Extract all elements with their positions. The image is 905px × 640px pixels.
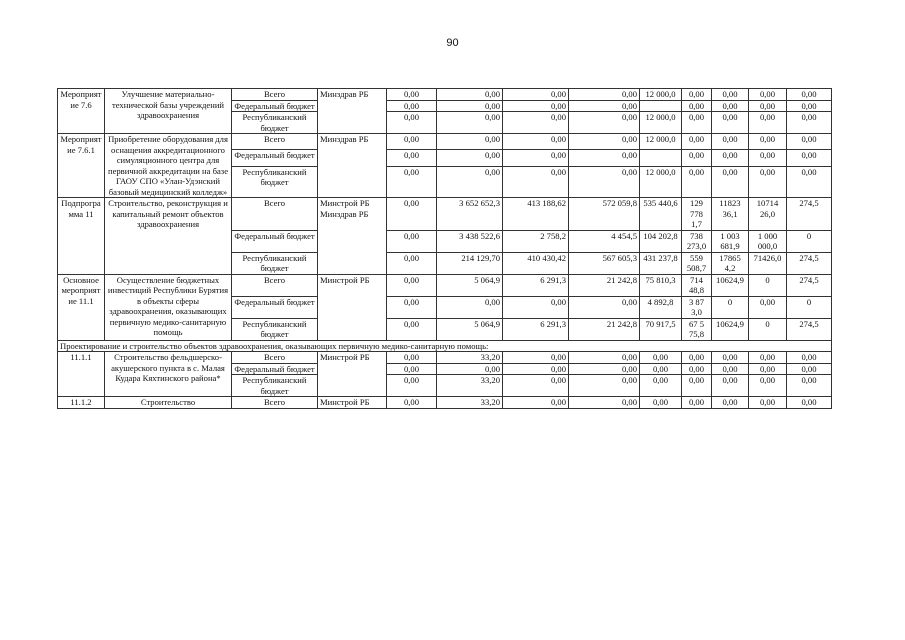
funding-source: Федеральный бюджет (232, 230, 318, 252)
table-row (58, 89, 832, 101)
value-cell: 0,00 (437, 134, 503, 150)
funding-source: Всего (232, 134, 318, 150)
value-cell: 0,00 (503, 134, 569, 150)
value-cell: 559 508,7 (682, 252, 712, 274)
value-cell: 0 (749, 318, 787, 340)
executor: Минстрой РБ (318, 397, 387, 409)
value-cell: 410 430,42 (503, 252, 569, 274)
value-cell: 0,00 (387, 375, 437, 397)
value-cell: 0,00 (569, 363, 640, 375)
value-cell: 0,00 (682, 150, 712, 166)
value-cell: 431 237,8 (640, 252, 682, 274)
value-cell: 0,00 (712, 89, 749, 101)
value-cell: 12 000,0 (640, 89, 682, 101)
value-cell: 67 5 75,8 (682, 318, 712, 340)
value-cell: 0 (787, 230, 832, 252)
funding-source: Республиканский бюджет (232, 166, 318, 197)
value-cell: 0,00 (787, 363, 832, 375)
value-cell: 0,00 (387, 100, 437, 112)
value-cell: 413 188,62 (503, 198, 569, 231)
value-cell: 274,5 (787, 274, 832, 296)
table-row (58, 134, 832, 150)
value-cell: 33,20 (437, 352, 503, 364)
value-cell: 10624,9 (712, 274, 749, 296)
value-cell: 0,00 (749, 352, 787, 364)
value-cell: 0,00 (712, 363, 749, 375)
value-cell: 0,00 (503, 100, 569, 112)
funding-source: Всего (232, 89, 318, 101)
value-cell: 0,00 (503, 166, 569, 197)
value-cell: 214 129,70 (437, 252, 503, 274)
value-cell: 0,00 (569, 100, 640, 112)
value-cell: 0,00 (749, 112, 787, 134)
value-cell: 3 652 652,3 (437, 198, 503, 231)
value-cell: 0,00 (749, 397, 787, 409)
value-cell: 0,00 (640, 375, 682, 397)
executor: Минздрав РБ (318, 134, 387, 198)
value-cell: 0,00 (437, 296, 503, 318)
value-cell: 0,00 (387, 134, 437, 150)
value-cell: 12 000,0 (640, 166, 682, 197)
value-cell: 0,00 (682, 166, 712, 197)
value-cell: 0,00 (682, 100, 712, 112)
value-cell: 70 917,5 (640, 318, 682, 340)
value-cell: 0,00 (503, 112, 569, 134)
section-header: Проектирование и строительство объектов здравоохранения, оказывающих первичную медико-санитарную помощь: (58, 340, 832, 352)
value-cell: 274,5 (787, 198, 832, 231)
value-cell: 0,00 (640, 397, 682, 409)
value-cell: 33,20 (437, 397, 503, 409)
value-cell: 0,00 (712, 375, 749, 397)
measure-name: Строительство (105, 397, 232, 409)
executor: Минстрой РБ (318, 352, 387, 397)
measure-code: Мероприятие 7.6.1 (58, 134, 105, 198)
value-cell: 0,00 (682, 89, 712, 101)
value-cell: 33,20 (437, 375, 503, 397)
measure-code: Подпрограмма 11 (58, 198, 105, 275)
value-cell: 0,00 (749, 363, 787, 375)
executor: Минстрой РБ Минздрав РБ (318, 198, 387, 275)
table-row (58, 198, 832, 231)
value-cell: 5 064,9 (437, 274, 503, 296)
value-cell: 0,00 (787, 89, 832, 101)
value-cell: 572 059,8 (569, 198, 640, 231)
value-cell: 0,00 (569, 112, 640, 134)
value-cell: 0,00 (749, 375, 787, 397)
value-cell: 0,00 (749, 100, 787, 112)
value-cell: 0,00 (387, 150, 437, 166)
value-cell: 0,00 (387, 318, 437, 340)
value-cell: 0,00 (503, 397, 569, 409)
value-cell: 0,00 (437, 100, 503, 112)
funding-source: Республиканский бюджет (232, 112, 318, 134)
value-cell: 0,00 (569, 296, 640, 318)
value-cell: 0,00 (712, 166, 749, 197)
value-cell: 0,00 (387, 89, 437, 101)
value-cell: 0,00 (437, 363, 503, 375)
measure-code: Основное мероприятие 11.1 (58, 274, 105, 340)
measure-name: Осуществление бюджетных инвестиций Республики Бурятия в объекты сферы здравоохранения, оказывающих первичную медико-санитарную помощь (105, 274, 232, 340)
value-cell: 2 758,2 (503, 230, 569, 252)
measure-code: Мероприятие 7.6 (58, 89, 105, 134)
measure-code: 11.1.2 (58, 397, 105, 409)
value-cell: 0,00 (503, 363, 569, 375)
value-cell: 0,00 (503, 296, 569, 318)
value-cell: 0,00 (682, 112, 712, 134)
value-cell: 0,00 (503, 375, 569, 397)
funding-source: Федеральный бюджет (232, 150, 318, 166)
value-cell: 535 440,6 (640, 198, 682, 231)
value-cell: 274,5 (787, 252, 832, 274)
value-cell: 0,00 (787, 352, 832, 364)
value-cell: 21 242,8 (569, 274, 640, 296)
budget-table (57, 88, 832, 409)
measure-name: Строительство, реконструкция и капитальный ремонт объектов здравоохранения (105, 198, 232, 275)
value-cell: 4 454,5 (569, 230, 640, 252)
value-cell: 0,00 (503, 352, 569, 364)
value-cell: 11823 36,1 (712, 198, 749, 231)
measure-name: Строительство фельдшерско-акушерского пункта в с. Малая Кудара Кяхтинского района* (105, 352, 232, 397)
value-cell: 0,00 (569, 352, 640, 364)
value-cell: 0,00 (787, 112, 832, 134)
value-cell: 1 003 681,9 (712, 230, 749, 252)
value-cell: 0,00 (749, 166, 787, 197)
value-cell: 0,00 (503, 150, 569, 166)
value-cell: 567 605,3 (569, 252, 640, 274)
funding-source: Республиканский бюджет (232, 375, 318, 397)
value-cell: 0,00 (682, 134, 712, 150)
value-cell: 0,00 (387, 112, 437, 134)
value-cell: 6 291,3 (503, 318, 569, 340)
funding-source: Всего (232, 397, 318, 409)
funding-source: Всего (232, 274, 318, 296)
value-cell: 104 202,8 (640, 230, 682, 252)
value-cell: 12 000,0 (640, 112, 682, 134)
table-row (58, 274, 832, 296)
value-cell: 0 (787, 296, 832, 318)
value-cell: 738 273,0 (682, 230, 712, 252)
value-cell: 3 87 3,0 (682, 296, 712, 318)
table-row (58, 352, 832, 364)
value-cell: 0,00 (640, 352, 682, 364)
value-cell: 1 000 000,0 (749, 230, 787, 252)
value-cell: 0,00 (503, 89, 569, 101)
value-cell: 6 291,3 (503, 274, 569, 296)
value-cell: 0,00 (787, 166, 832, 197)
funding-source: Республиканский бюджет (232, 318, 318, 340)
value-cell: 0,00 (682, 363, 712, 375)
value-cell: 0,00 (569, 166, 640, 197)
value-cell: 0,00 (387, 363, 437, 375)
value-cell: 0,00 (787, 397, 832, 409)
value-cell: 10714 26,0 (749, 198, 787, 231)
value-cell: 0,00 (387, 230, 437, 252)
value-cell: 0,00 (712, 112, 749, 134)
value-cell: 0,00 (387, 296, 437, 318)
value-cell: 0,00 (787, 375, 832, 397)
value-cell: 0,00 (749, 150, 787, 166)
value-cell (640, 100, 682, 112)
value-cell: 0,00 (569, 397, 640, 409)
table-row (58, 397, 832, 409)
value-cell: 0 (749, 274, 787, 296)
executor: Минздрав РБ (318, 89, 387, 134)
value-cell: 0,00 (712, 150, 749, 166)
value-cell: 0,00 (682, 375, 712, 397)
value-cell: 0,00 (387, 274, 437, 296)
value-cell: 71426,0 (749, 252, 787, 274)
funding-source: Федеральный бюджет (232, 296, 318, 318)
value-cell: 0,00 (569, 375, 640, 397)
value-cell: 0,00 (437, 150, 503, 166)
value-cell: 0,00 (437, 89, 503, 101)
value-cell: 12 000,0 (640, 134, 682, 150)
value-cell: 0,00 (787, 150, 832, 166)
section-row (58, 340, 832, 352)
value-cell: 0,00 (387, 252, 437, 274)
value-cell: 0,00 (712, 100, 749, 112)
value-cell: 0,00 (682, 397, 712, 409)
executor: Минстрой РБ (318, 274, 387, 340)
value-cell: 129 778 1,7 (682, 198, 712, 231)
value-cell: 0,00 (569, 89, 640, 101)
value-cell: 0,00 (712, 134, 749, 150)
value-cell: 75 810,3 (640, 274, 682, 296)
value-cell (640, 150, 682, 166)
value-cell: 0,00 (787, 100, 832, 112)
value-cell: 0,00 (437, 166, 503, 197)
value-cell: 0,00 (387, 397, 437, 409)
value-cell: 0,00 (387, 352, 437, 364)
funding-source: Федеральный бюджет (232, 100, 318, 112)
value-cell: 4 892,8 (640, 296, 682, 318)
funding-source: Всего (232, 198, 318, 231)
value-cell: 0,00 (749, 89, 787, 101)
value-cell: 17865 4,2 (712, 252, 749, 274)
value-cell: 274,5 (787, 318, 832, 340)
funding-source: Всего (232, 352, 318, 364)
value-cell: 0,00 (712, 397, 749, 409)
value-cell: 714 48,8 (682, 274, 712, 296)
measure-name: Улучшение материально-технической базы учреждений здравоохранения (105, 89, 232, 134)
value-cell: 0,00 (569, 134, 640, 150)
value-cell: 0,00 (387, 166, 437, 197)
value-cell: 0,00 (569, 150, 640, 166)
value-cell: 3 438 522,6 (437, 230, 503, 252)
value-cell: 0,00 (640, 363, 682, 375)
value-cell: 21 242,8 (569, 318, 640, 340)
measure-code: 11.1.1 (58, 352, 105, 397)
value-cell: 0,00 (787, 134, 832, 150)
value-cell: 5 064,9 (437, 318, 503, 340)
page-number: 90 (446, 37, 459, 49)
measure-name: Приобретение оборудования для оснащения аккредитационного симуляционного центра для первичной аккредитации на базе ГАОУ СПО «Улан-Удэнский базовый медицинский колледж» (105, 134, 232, 198)
value-cell: 0,00 (437, 112, 503, 134)
value-cell: 0,00 (682, 352, 712, 364)
value-cell: 0,00 (712, 352, 749, 364)
funding-source: Федеральный бюджет (232, 363, 318, 375)
value-cell: 10624,9 (712, 318, 749, 340)
value-cell: 0,00 (749, 296, 787, 318)
value-cell: 0 (712, 296, 749, 318)
funding-source: Республиканский бюджет (232, 252, 318, 274)
value-cell: 0,00 (749, 134, 787, 150)
value-cell: 0,00 (387, 198, 437, 231)
